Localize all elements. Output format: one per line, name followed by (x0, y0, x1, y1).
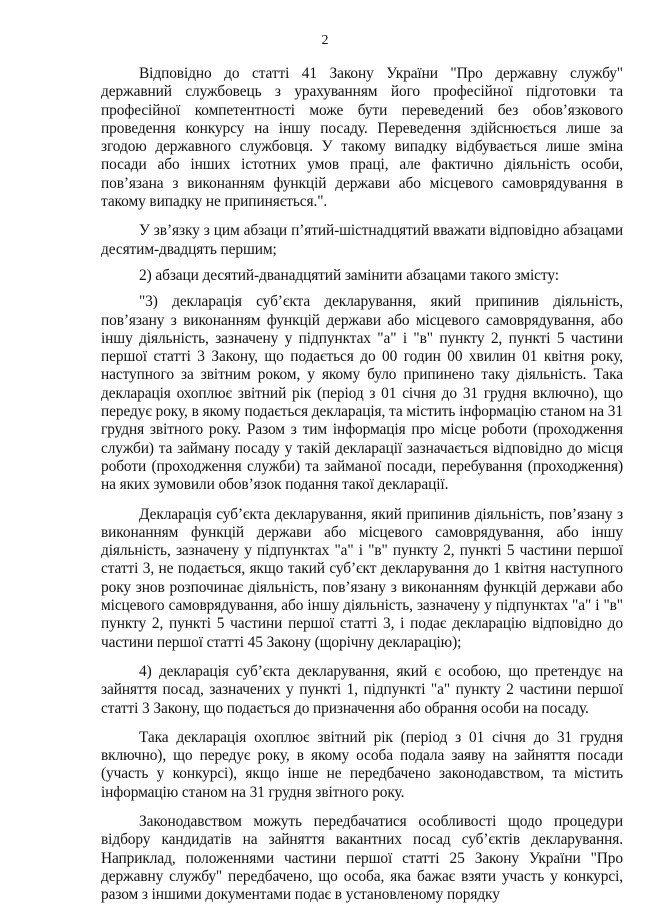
paragraph-item-3: "3) декларація суб’єкта декларування, який припинив діяльність, пов’язану з виконанням функцій держави або місцевого самоврядування, або іншу діяльність, зазначену у підпунктах "а" і "в" пункту 2, пункті 5 частини першої статті 3 Закону, що подається до 00 годин 00 хвилин 01 квітня року, наступного за звітним роком, у якому було припинено таку діяльність. Така декларація охоплює звітний рік (період з 01 січня до 31 грудня включно), що передує року, в якому подається декларація, та містить інформацію станом на 31 грудня звітного року. Разом з тим інформація про місце роботи (проходження служби) та займану посаду у такій декларації зазначається відповідно до місця роботи (проходження служби) та займаної посади, перебування (проходження) на яких зумовили обов’язок подання такої декларації. (101, 293, 623, 494)
page-number: 2 (321, 33, 329, 48)
paragraph-replacement-intro: 2) абзаци десятий-дванадцятий замінити абзацами такого змісту: (139, 266, 559, 284)
paragraph-declaration-exception: Декларація суб’єкта декларування, який припинив діяльність, пов’язану з виконанням функцій держави або місцевого самоврядування, або іншу діяльність, зазначену у підпунктах "а" і "в" пункту 2, пункті 5 частини першої статті 3, не подається, якщо такий суб’єкт декларування до 1 квітня наступного року знов розпочинає діяльність, пов’язану з виконанням функцій держави або місцевого самоврядування, або іншу діяльність, зазначену у підпунктах "а" і "в" пункту 2, пункті 5 частини першої статті 3, і подає декларацію відповідно до частини першої статті 45 Закону (щорічну декларацію); (101, 505, 623, 651)
paragraph-legislation-specifics: Законодавством можуть передбачатися особливості щодо процедури відбору кандидатів на зайняття вакантних посад суб’єктів декларування. Наприклад, положеннями частини першої статті 25 Закону України "Про державну службу" передбачено, що особа, яка бажає взяти участь у конкурсі, разом з іншими документами подає в установленому порядку (101, 812, 623, 904)
paragraph-reporting-period: Така декларація охоплює звітний рік (період з 01 січня до 31 грудня включно), що передує року, в якому особа подала заяву на зайняття посади (участь у конкурсі), якщо інше не передбачено законодавством, та містить інформацію станом на 31 грудня звітного року. (101, 728, 623, 801)
paragraph-article-41: Відповідно до статті 41 Закону України "Про державну службу" державний службовець з урахуванням його професійної підготовки та професійної компетентності може бути переведений без обов’язкового проведення конкурсу на іншу посаду. Переведення здійснюється лише за згодою державного службовця. У такому випадку відбувається лише зміна посади або інших істотних умов праці, але фактично діяльність особи, пов’язана з виконанням функцій держави або місцевого самоврядування в такому випадку не припиняється.". (101, 65, 623, 211)
paragraph-item-4: 4) декларація суб’єкта декларування, який є особою, що претендує на зайняття посад, зазначених у пункті 1, підпункті "а" пункту 2 частини першої статті 3 Закону, що подається до призначення або обрання особи на посаду. (101, 662, 623, 717)
document-body (101, 65, 623, 915)
paragraph-renumbering: У зв’язку з цим абзаци п’ятий-шістнадцятий вважати відповідно абзацами десятим-двадцять першим; (101, 222, 623, 258)
